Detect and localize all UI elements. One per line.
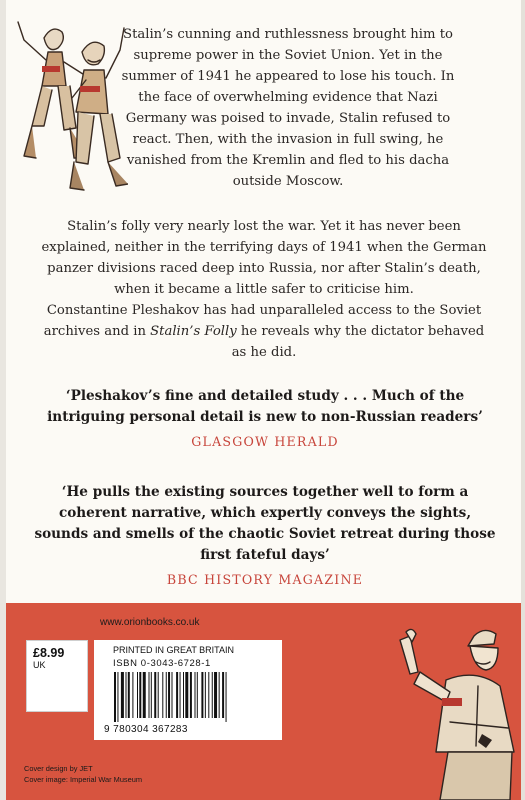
blurb-text-2: Stalin’s folly very nearly lost the war. Yet it has never been explained, neither in the terrifying days of 1941 when the German panzer divisions raced deep into Russia, nor after Stalin’s death, when it became a little safer to criticise him. <box>41 219 487 297</box>
blurb-paragraph-3 <box>40 300 488 363</box>
book-title-italic: Stalin’s Folly <box>150 324 237 339</box>
caricature-illustration-bottom <box>386 622 521 800</box>
barcode-icon <box>112 672 262 722</box>
barcode-bar <box>222 672 224 718</box>
price-region: UK <box>33 660 46 670</box>
barcode-bar <box>162 672 163 718</box>
barcode-bar <box>151 672 152 718</box>
publisher-website: www.orionbooks.co.uk <box>100 617 200 628</box>
isbn-barcode-box <box>94 640 282 740</box>
blurb-text-1: Stalin’s cunning and ruthlessness brought him to supreme power in the Soviet Union. Yet in the summer of 1941 he appeared to lose his touch. In the face of overwhelming evidence that Nazi Germany was poised to invade, Stalin refused to react. Then, with the invasion in full swing, he vanished from the Kremlin and fled to his dacha outside Moscow. <box>121 27 455 189</box>
barcode-bar <box>114 672 116 722</box>
price-box <box>26 640 88 712</box>
barcode-bar <box>117 672 118 722</box>
barcode-bar <box>212 672 213 718</box>
barcode-bar <box>121 672 124 718</box>
cover-image-credit: Cover image: Imperial War Museum <box>24 775 143 784</box>
blurb-paragraph-1 <box>110 24 466 192</box>
barcode-bar <box>128 672 130 718</box>
barcode-bar <box>149 672 150 718</box>
page-edge <box>521 0 525 800</box>
cover-design-credit: Cover design by JET <box>24 764 93 773</box>
barcode-bar <box>166 672 167 718</box>
blurb-text-3b: he reveals why the dictator behaved as he did. <box>231 324 485 360</box>
barcode-bar <box>214 672 217 718</box>
barcode-bar <box>139 672 141 718</box>
barcode-bar <box>143 672 146 718</box>
quote-source: GLASGOW HERALD <box>191 434 339 449</box>
barcode-bar <box>201 672 203 718</box>
printed-in-label: PRINTED IN GREAT BRITAIN <box>113 645 235 655</box>
isbn-number: ISBN 0-3043-6728-1 <box>113 658 211 669</box>
barcode-bar <box>158 672 159 718</box>
barcode-bar <box>172 672 173 718</box>
blurb-text-3 <box>40 300 488 363</box>
barcode-bar <box>197 672 198 718</box>
barcode-bar <box>205 672 206 718</box>
barcode-bar <box>154 672 156 718</box>
barcode-bar <box>195 672 196 718</box>
barcode-bar <box>183 672 184 718</box>
review-quote-2 <box>30 482 500 590</box>
barcode-digits: 9 780304 367283 <box>104 724 188 735</box>
blurb-paragraph-2 <box>40 216 488 300</box>
barcode-bar <box>168 672 170 718</box>
barcode-bar <box>176 672 178 718</box>
barcode-bar <box>185 672 188 718</box>
barcode-bar <box>137 672 138 718</box>
barcode-bar <box>219 672 220 718</box>
barcode-bar <box>208 672 209 718</box>
price: £8.99 <box>33 646 65 660</box>
quote-text: ‘He pulls the existing sources together well to form a coherent narrative, which expertly conveys the sights, sounds and smells of the chaotic Soviet retreat during those first fateful days’ <box>34 484 496 563</box>
review-quote-1 <box>30 386 500 452</box>
barcode-bar <box>190 672 192 718</box>
barcode-bar <box>226 672 227 722</box>
barcode-bar <box>132 672 133 718</box>
blurb-text-3a: Constantine Pleshakov has had unparalleled access to the Soviet archives and in <box>43 303 482 339</box>
barcode-bar <box>126 672 127 718</box>
quote-source: BBC HISTORY MAGAZINE <box>166 572 364 587</box>
barcode-bar <box>180 672 181 718</box>
quote-text: ‘Pleshakov’s fine and detailed study . . . Much of the intriguing personal detail is new to non-Russian readers’ <box>47 388 483 425</box>
